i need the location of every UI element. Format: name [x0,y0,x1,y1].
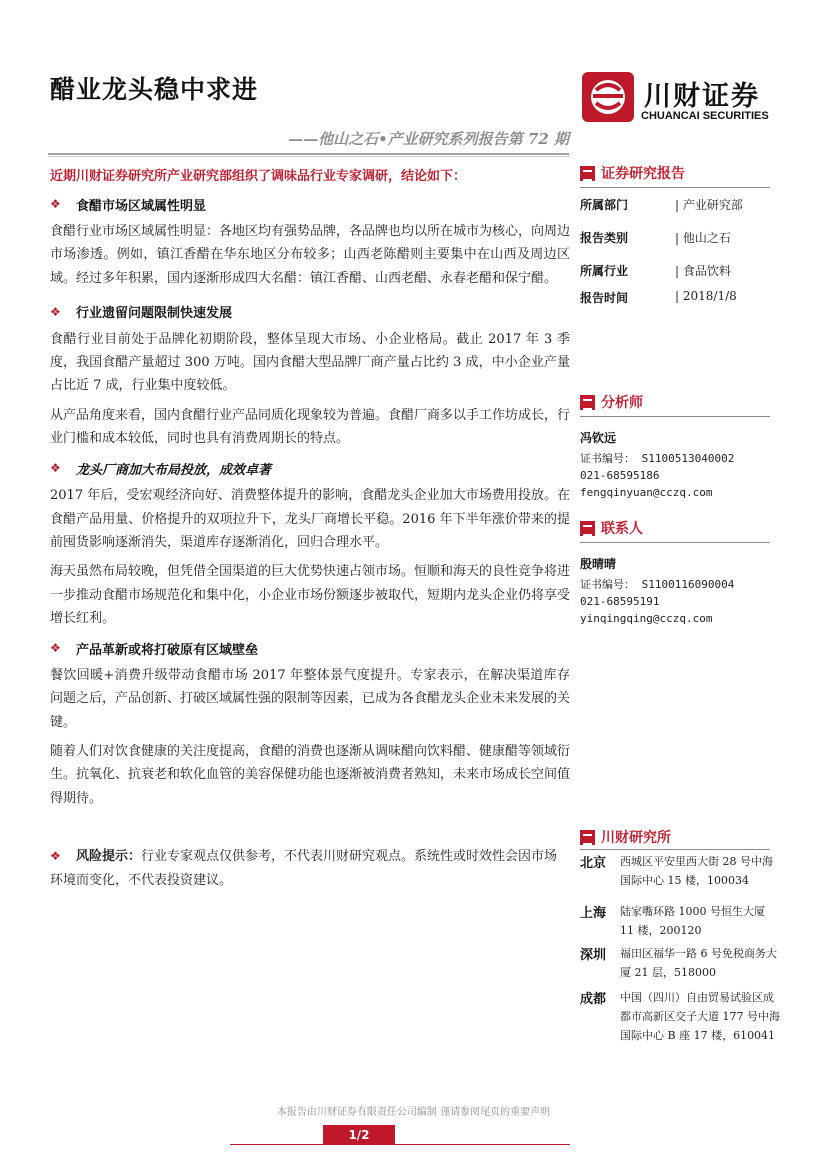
sidebar-divider [580,849,770,850]
analyst-heading [580,393,643,411]
sidebar-divider [580,542,770,543]
diamond-bullet-icon: ❖ [50,641,61,656]
info-key: 报告类别 [580,231,629,245]
contact-name: 殷晴晴 [580,557,617,571]
contact-heading-text: 联系人 [601,521,643,537]
analyst-email[interactable]: fengqinyuan@cczq.com [580,486,713,499]
square-marker-icon [580,166,595,181]
office-text: 福田区福华一路 6 号免税商务大厦 21 层，518000 [620,947,777,979]
office-address [580,902,780,940]
diamond-bullet-icon: ❖ [50,304,61,319]
header-divider-thin [48,156,569,157]
office-text: 西城区平安里西大街 28 号中海国际中心 15 楼，100034 [620,855,773,887]
company-logo-icon [582,72,634,122]
diamond-bullet-icon: ❖ [50,197,61,211]
paragraph: 餐饮回暖+消费升级带动食醋市场 2017 年整体景气度提升。专家表示，在解决渠道库存问题之后，产品创新、打破区域属性强的限制等因素，已成为各食醋龙头企业未来发展的关键。 [50,668,571,730]
info-value: | 产业研究部 [675,198,743,212]
info-key: 所属行业 [580,264,629,278]
analyst-phone: 021-68595186 [580,469,660,482]
info-key: 报告时间 [580,291,629,305]
section-heading [50,640,570,656]
office-text: 中国（四川）自由贸易试验区成都市高新区交子大道 177 号中海国际中心 B 座 17 楼，610041 [620,991,780,1042]
risk-warning [50,844,570,893]
lead-summary: 近期川财证券研究所产业研究部组织了调味品行业专家调研，结论如下： [50,169,467,184]
paragraph: 食醋行业目前处于品牌化初期阶段，整体呈现大市场、小企业格局。截止 2017 年 3 季度，我国食醋产量超过 300 万吨。国内食醋大型品牌厂商产量占比约 3 成，中小企业产量占比近 7 成，行业集中度较低。 [50,331,570,394]
diamond-bullet-icon: ❖ [50,461,61,476]
institute-heading [580,828,780,846]
contact-heading [580,519,643,537]
info-value: | 他山之石 [675,231,731,245]
institute-heading-text: 川财研究所 [601,830,671,846]
report-heading [580,164,780,182]
section-heading [50,196,570,212]
office-address [580,988,780,1045]
paragraph: 随着人们对饮食健康的关注度提高，食醋的消费也逐渐从调味醋向饮料醋、健康醋等领域衍生。抗氧化、抗衰老和软化血管的美容保健功能也逐渐被消费者熟知，未来市场成长空间值得期待。 [50,744,571,806]
contact-phone: 021-68595191 [580,595,660,608]
office-city: 北京 [580,856,607,871]
office-city: 成都 [580,992,607,1007]
analyst-cert: 证书编号： S1100513040002 [580,452,735,465]
contact-card [580,556,734,627]
report-title: 醋业龙头稳中求进 [50,75,259,104]
section-heading [50,460,570,476]
footer-line [230,1144,570,1145]
info-value: | 食品饮料 [675,264,731,278]
sidebar-divider [580,187,770,188]
info-row [580,289,737,306]
risk-label: 风险提示： [76,848,142,864]
office-text: 陆家嘴环路 1000 号恒生大厦 11 楼，200120 [620,905,765,937]
logo-name-en: CHUANCAI SECURITIES [641,110,769,122]
paragraph: 从产品角度来看，国内食醋行业产品同质化现象较为普遍。食醋厂商多以手工作坊成长，行业门槛和成本较低，同时也具有消费周期长的特点。 [50,407,571,447]
analyst-heading-text: 分析师 [601,395,643,411]
section-title: 行业遗留问题限制快速发展 [76,306,233,322]
series-subtitle: ——他山之石•产业研究系列报告第 72 期 [288,130,569,148]
analyst-name: 冯钦远 [580,431,617,445]
sidebar-divider [580,416,770,417]
square-marker-icon [580,830,595,845]
risk-text: 行业专家观点仅供参考，不代表川财研究观点。系统性或时效性会因市场环境而变化，不代表投资建议。 [50,848,558,888]
info-row [580,262,731,279]
section-title: 龙头厂商加大布局投放，成效卓著 [76,462,272,478]
sidebar [580,164,780,684]
page-number: 1/2 [323,1125,395,1145]
info-row [580,229,731,246]
square-marker-icon [580,395,595,410]
paragraph: 食醋行业市场区域属性明显：各地区均有强势品牌，各品牌也均以所在城市为核心，向周边市场渗透。例如，镇江香醋在华东地区分布较多；山西老陈醋则主要集中在山西及周边区域。经过多年积累，国内逐渐形成四大名醋：镇江香醋、山西老醋、永春老醋和保宁醋。 [50,224,571,286]
logo-name-cn: 川财证券 [644,81,760,112]
info-key: 所属部门 [580,198,629,212]
report-heading-text: 证券研究报告 [601,166,685,182]
footer-disclaimer: 本报告由川财证券有限责任公司编制 谨请参阅尾页的重要声明 [276,1107,551,1118]
diamond-bullet-icon: ❖ [50,848,61,863]
analyst-card [580,430,734,501]
paragraph: 海天虽然布局较晚，但凭借全国渠道的巨大优势快速占领市场。恒顺和海天的良性竞争将进一步推动食醋市场规范化和集中化，小企业市场份额逐步被取代，短期内龙头企业仍将享受增长红利。 [50,564,571,626]
contact-email[interactable]: yinqingqing@cczq.com [580,612,713,625]
info-value: | 2018/1/8 [675,289,737,303]
office-address [580,852,780,890]
header-divider [48,153,569,155]
institute-block [580,828,780,1078]
square-marker-icon [580,521,595,536]
office-city: 深圳 [580,948,607,963]
section-title: 产品革新或将打破原有区域壁垒 [76,642,259,658]
contact-cert: 证书编号： S1100116090004 [580,578,735,591]
office-address [580,944,780,982]
paragraph: 2017 年后，受宏观经济向好、消费整体提升的影响，食醋龙头企业加大市场费用投放。在食醋产品用量、价格提升的双项拉升下，龙头厂商增长平稳。2016 年下半年涨价带来的提前囤货影响逐渐消失，渠道库存逐渐消化，回归合理水平。 [50,488,570,550]
main-content [50,188,570,893]
office-city: 上海 [580,906,607,921]
info-row [580,196,743,213]
section-heading [50,304,570,320]
section-title: 食醋市场区域属性明显 [76,198,207,214]
